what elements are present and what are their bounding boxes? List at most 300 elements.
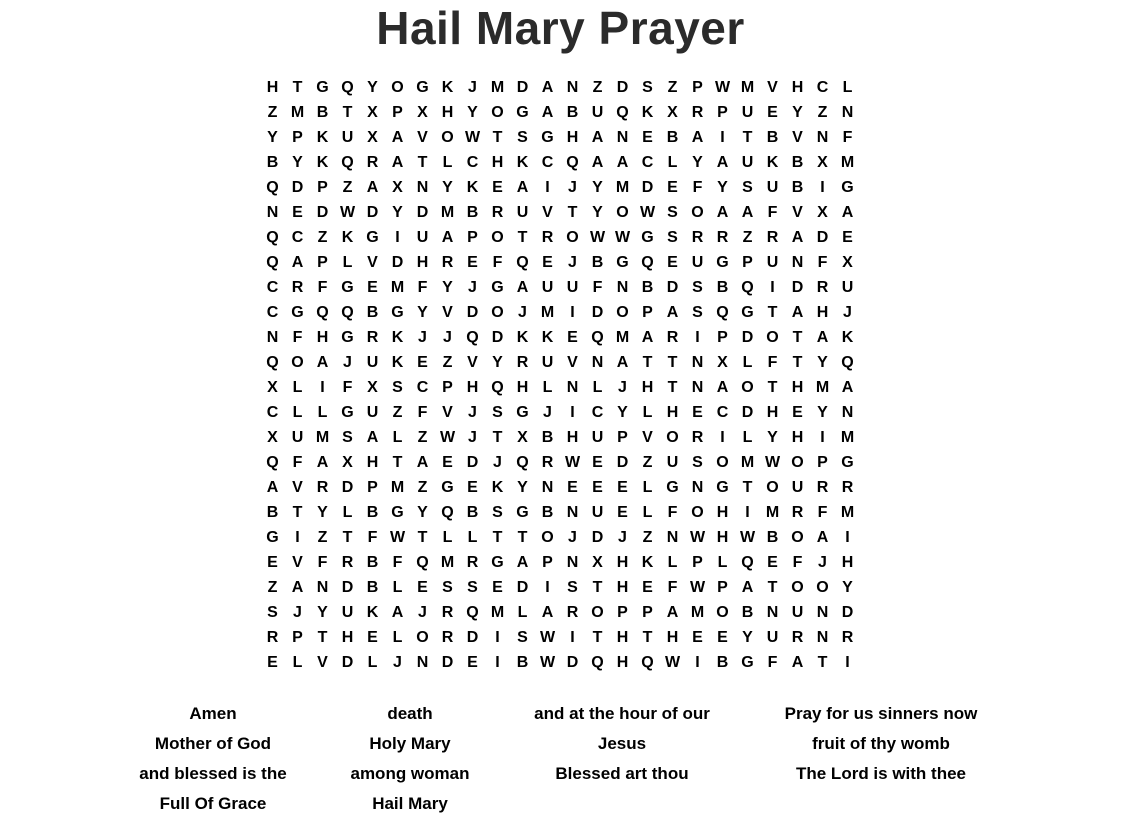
grid-letter: H <box>316 329 329 346</box>
grid-letter: C <box>266 404 279 421</box>
grid-letter: X <box>817 154 828 171</box>
grid-letter: L <box>317 404 328 421</box>
grid-letter: H <box>616 654 629 671</box>
grid-letter: E <box>467 654 478 671</box>
grid-letter: Y <box>442 279 453 296</box>
grid-letter: E <box>692 629 703 646</box>
grid-letter: W <box>739 529 756 546</box>
grid-letter: I <box>720 129 725 146</box>
grid-letter: F <box>417 404 428 421</box>
grid-letter: O <box>491 104 504 121</box>
grid-letter: P <box>467 229 478 246</box>
grid-letter: B <box>766 129 779 146</box>
grid-letter: B <box>366 504 379 521</box>
grid-letter: Q <box>591 329 604 346</box>
grid-letter: P <box>442 379 453 396</box>
grid-letter: L <box>642 479 653 496</box>
grid-letter: E <box>767 554 778 571</box>
grid-letter: W <box>539 629 556 646</box>
grid-letter: A <box>541 79 554 96</box>
grid-letter: Y <box>317 504 328 521</box>
grid-letter: D <box>591 304 604 321</box>
grid-letter: A <box>791 304 804 321</box>
grid-letter: X <box>367 104 378 121</box>
grid-letter: B <box>466 204 479 221</box>
grid-letter: Y <box>492 354 503 371</box>
grid-letter: U <box>791 479 804 496</box>
grid-letter: Q <box>341 304 354 321</box>
grid-letter: H <box>441 104 454 121</box>
grid-letter: J <box>293 604 302 621</box>
grid-letter: I <box>320 379 325 396</box>
grid-letter: J <box>493 454 502 471</box>
grid-letter: E <box>442 454 453 471</box>
grid-letter: E <box>717 629 728 646</box>
grid-letter: E <box>642 579 653 596</box>
grid-letter: V <box>317 654 328 671</box>
grid-letter: Y <box>742 629 753 646</box>
word-list-item: Full Of Grace <box>159 794 267 813</box>
grid-letter: N <box>566 379 579 396</box>
grid-letter: F <box>667 579 678 596</box>
grid-letter: Z <box>267 104 278 121</box>
grid-letter: Z <box>817 104 828 121</box>
word-list-item: among woman <box>350 764 470 783</box>
grid-letter: F <box>767 654 778 671</box>
grid-letter: E <box>592 454 603 471</box>
grid-letter: Q <box>616 104 629 121</box>
grid-letter: S <box>467 579 478 596</box>
grid-row <box>260 625 860 650</box>
grid-letter: P <box>642 604 653 621</box>
grid-letter: G <box>716 479 729 496</box>
grid-letter: I <box>570 404 575 421</box>
grid-letter: J <box>468 404 477 421</box>
grid-letter: J <box>418 604 427 621</box>
grid-letter: V <box>792 204 803 221</box>
grid-letter: O <box>441 129 454 146</box>
grid-letter: Q <box>441 504 454 521</box>
grid-letter: I <box>395 229 400 246</box>
grid-letter: J <box>618 529 627 546</box>
grid-letter: T <box>792 329 803 346</box>
grid-letter: A <box>741 204 754 221</box>
grid-letter: U <box>591 429 604 446</box>
grid-letter: X <box>367 379 378 396</box>
grid-letter: S <box>692 304 703 321</box>
grid-letter: M <box>615 179 630 196</box>
grid-letter: T <box>517 229 528 246</box>
grid-letter: E <box>542 254 553 271</box>
grid-letter: B <box>516 654 529 671</box>
grid-letter: J <box>568 179 577 196</box>
grid-letter: O <box>791 454 804 471</box>
grid-letter: L <box>642 404 653 421</box>
grid-letter: H <box>666 629 679 646</box>
grid-letter: Z <box>642 454 653 471</box>
grid-letter: F <box>392 554 403 571</box>
grid-letter: L <box>667 554 678 571</box>
grid-letter: O <box>541 529 554 546</box>
grid-letter: X <box>717 354 728 371</box>
grid-letter: L <box>592 379 603 396</box>
grid-letter: S <box>342 429 353 446</box>
grid-letter: T <box>492 429 503 446</box>
grid-letter: R <box>366 154 379 171</box>
grid-letter: K <box>316 129 329 146</box>
grid-letter: N <box>691 354 704 371</box>
grid-letter: B <box>541 504 554 521</box>
grid-letter: Y <box>467 104 478 121</box>
grid-letter: B <box>716 654 729 671</box>
grid-letter: N <box>766 604 779 621</box>
grid-letter: Y <box>267 129 278 146</box>
grid-letter: D <box>666 279 679 296</box>
grid-letter: X <box>417 104 428 121</box>
grid-letter: A <box>416 454 429 471</box>
grid-letter: P <box>542 554 553 571</box>
grid-row <box>260 425 860 450</box>
grid-letter: N <box>816 129 829 146</box>
grid-letter: D <box>616 454 629 471</box>
grid-letter: X <box>592 554 603 571</box>
grid-letter: G <box>516 404 529 421</box>
grid-letter: R <box>666 329 679 346</box>
grid-letter: S <box>517 129 528 146</box>
grid-letter: X <box>842 254 853 271</box>
grid-letter: S <box>442 579 453 596</box>
grid-letter: U <box>516 204 529 221</box>
grid-letter: C <box>466 154 479 171</box>
grid-letter: F <box>367 529 378 546</box>
grid-letter: D <box>516 79 529 96</box>
grid-letter: U <box>791 604 804 621</box>
grid-letter: I <box>770 279 775 296</box>
grid-row <box>260 325 860 350</box>
word-list-column-4 <box>756 699 1006 789</box>
grid-letter: J <box>468 79 477 96</box>
grid-letter: P <box>317 254 328 271</box>
grid-row <box>260 600 860 625</box>
grid-letter: I <box>720 429 725 446</box>
grid-letter: F <box>317 554 328 571</box>
grid-letter: L <box>517 604 528 621</box>
grid-letter: D <box>341 479 354 496</box>
grid-letter: U <box>341 129 354 146</box>
grid-row <box>260 225 860 250</box>
grid-letter: O <box>766 479 779 496</box>
grid-letter: B <box>266 154 279 171</box>
grid-letter: H <box>666 404 679 421</box>
grid-letter: B <box>366 554 379 571</box>
grid-letter: M <box>740 454 755 471</box>
grid-letter: M <box>315 429 330 446</box>
grid-letter: K <box>841 329 854 346</box>
grid-letter: D <box>291 179 304 196</box>
grid-letter: V <box>442 304 453 321</box>
grid-letter: Q <box>266 229 279 246</box>
grid-letter: R <box>841 629 854 646</box>
grid-letter: Q <box>641 254 654 271</box>
grid-letter: E <box>642 129 653 146</box>
grid-letter: R <box>291 279 304 296</box>
grid-letter: T <box>667 354 678 371</box>
grid-letter: H <box>716 529 729 546</box>
grid-letter: O <box>691 204 704 221</box>
grid-letter: L <box>542 379 553 396</box>
grid-row <box>260 150 860 175</box>
grid-letter: F <box>767 354 778 371</box>
grid-letter: P <box>692 554 703 571</box>
grid-letter: D <box>566 654 579 671</box>
grid-letter: U <box>766 254 779 271</box>
grid-letter: K <box>441 79 454 96</box>
word-list-column-2 <box>310 699 510 819</box>
grid-letter: T <box>767 304 778 321</box>
grid-letter: B <box>366 304 379 321</box>
grid-letter: D <box>791 279 804 296</box>
grid-letter: Z <box>642 529 653 546</box>
grid-letter: B <box>641 279 654 296</box>
grid-letter: R <box>266 629 279 646</box>
grid-row <box>260 575 860 600</box>
grid-letter: S <box>567 579 578 596</box>
grid-letter: F <box>792 554 803 571</box>
grid-letter: H <box>416 254 429 271</box>
grid-letter: B <box>716 279 729 296</box>
grid-letter: N <box>841 404 854 421</box>
grid-letter: H <box>366 454 379 471</box>
grid-letter: N <box>816 604 829 621</box>
grid-letter: J <box>443 329 452 346</box>
grid-letter: D <box>816 229 829 246</box>
grid-letter: K <box>341 229 354 246</box>
grid-letter: A <box>316 454 329 471</box>
grid-letter: I <box>495 654 500 671</box>
word-list-item: death <box>387 704 433 723</box>
grid-letter: I <box>845 654 850 671</box>
grid-letter: L <box>742 354 753 371</box>
grid-letter: A <box>391 604 404 621</box>
grid-letter: M <box>490 604 505 621</box>
grid-row <box>260 250 860 275</box>
grid-letter: W <box>639 204 656 221</box>
grid-letter: B <box>741 604 754 621</box>
grid-letter: T <box>742 479 753 496</box>
grid-letter: G <box>391 304 404 321</box>
grid-letter: F <box>292 454 303 471</box>
grid-letter: Q <box>641 654 654 671</box>
grid-letter: N <box>591 354 604 371</box>
grid-letter: B <box>791 179 804 196</box>
grid-letter: I <box>295 529 300 546</box>
grid-letter: D <box>491 329 504 346</box>
grid-letter: F <box>292 329 303 346</box>
grid-letter: L <box>292 654 303 671</box>
grid-letter: C <box>266 304 279 321</box>
grid-letter: G <box>341 329 354 346</box>
grid-letter: M <box>840 154 855 171</box>
grid-letter: P <box>692 79 703 96</box>
grid-letter: R <box>541 229 554 246</box>
grid-row <box>260 200 860 225</box>
grid-letter: A <box>841 204 854 221</box>
grid-letter: R <box>791 504 804 521</box>
grid-row <box>260 275 860 300</box>
grid-letter: M <box>290 104 305 121</box>
grid-letter: I <box>695 329 700 346</box>
grid-letter: H <box>791 379 804 396</box>
grid-letter: R <box>316 479 329 496</box>
grid-letter: U <box>366 354 379 371</box>
grid-letter: V <box>642 429 653 446</box>
grid-letter: T <box>567 204 578 221</box>
grid-letter: F <box>842 129 853 146</box>
grid-letter: E <box>617 504 628 521</box>
grid-row <box>260 400 860 425</box>
grid-letter: Q <box>716 304 729 321</box>
grid-letter: M <box>615 329 630 346</box>
grid-letter: X <box>342 454 353 471</box>
grid-letter: N <box>566 79 579 96</box>
grid-letter: A <box>666 304 679 321</box>
grid-letter: F <box>817 504 828 521</box>
word-list-item: fruit of thy womb <box>812 734 950 753</box>
grid-letter: S <box>492 404 503 421</box>
grid-letter: N <box>791 254 804 271</box>
grid-letter: Q <box>266 179 279 196</box>
grid-letter: O <box>591 604 604 621</box>
grid-letter: L <box>392 429 403 446</box>
grid-letter: K <box>466 179 479 196</box>
grid-letter: K <box>641 554 654 571</box>
grid-letter: H <box>816 304 829 321</box>
grid-letter: I <box>820 179 825 196</box>
grid-row <box>260 100 860 125</box>
grid-letter: B <box>266 504 279 521</box>
grid-letter: A <box>541 604 554 621</box>
grid-row <box>260 650 860 675</box>
grid-letter: G <box>516 104 529 121</box>
grid-letter: N <box>691 379 704 396</box>
grid-letter: N <box>566 504 579 521</box>
grid-letter: L <box>467 529 478 546</box>
grid-letter: Z <box>592 79 603 96</box>
grid-letter: V <box>442 404 453 421</box>
grid-letter: G <box>491 554 504 571</box>
grid-letter: P <box>292 629 303 646</box>
grid-letter: L <box>442 529 453 546</box>
grid-letter: U <box>691 254 704 271</box>
grid-letter: X <box>817 204 828 221</box>
grid-letter: Y <box>417 304 428 321</box>
grid-letter: P <box>367 479 378 496</box>
grid-letter: I <box>845 529 850 546</box>
grid-letter: F <box>692 179 703 196</box>
grid-letter: I <box>545 579 550 596</box>
grid-row <box>260 175 860 200</box>
grid-letter: A <box>366 179 379 196</box>
grid-letter: C <box>641 154 654 171</box>
grid-letter: E <box>792 404 803 421</box>
grid-letter: G <box>516 504 529 521</box>
grid-letter: F <box>592 279 603 296</box>
grid-letter: C <box>291 229 304 246</box>
grid-letter: E <box>567 329 578 346</box>
grid-row <box>260 525 860 550</box>
grid-letter: E <box>467 479 478 496</box>
grid-letter: U <box>566 279 579 296</box>
word-list-item: Holy Mary <box>369 734 451 753</box>
grid-letter: M <box>840 429 855 446</box>
grid-row <box>260 500 860 525</box>
grid-letter: P <box>617 604 628 621</box>
grid-letter: D <box>641 179 654 196</box>
grid-letter: U <box>541 279 554 296</box>
grid-letter: R <box>466 554 479 571</box>
grid-letter: P <box>617 429 628 446</box>
grid-letter: Y <box>767 429 778 446</box>
grid-letter: S <box>492 504 503 521</box>
grid-letter: C <box>716 404 729 421</box>
grid-letter: Y <box>692 154 703 171</box>
grid-letter: H <box>491 154 504 171</box>
grid-letter: R <box>441 604 454 621</box>
grid-letter: E <box>667 179 678 196</box>
grid-letter: W <box>339 204 356 221</box>
grid-letter: Y <box>717 179 728 196</box>
grid-letter: E <box>367 629 378 646</box>
grid-letter: A <box>391 154 404 171</box>
grid-letter: J <box>418 329 427 346</box>
grid-letter: F <box>667 504 678 521</box>
grid-letter: Z <box>317 529 328 546</box>
grid-letter: D <box>516 579 529 596</box>
grid-letter: H <box>791 79 804 96</box>
grid-letter: D <box>466 629 479 646</box>
grid-letter: K <box>366 604 379 621</box>
grid-row <box>260 125 860 150</box>
grid-letter: A <box>616 354 629 371</box>
grid-letter: S <box>692 454 703 471</box>
grid-letter: J <box>618 379 627 396</box>
grid-letter: S <box>392 379 403 396</box>
grid-letter: D <box>316 204 329 221</box>
grid-letter: O <box>716 454 729 471</box>
grid-letter: K <box>641 104 654 121</box>
grid-letter: L <box>367 654 378 671</box>
grid-letter: I <box>570 304 575 321</box>
grid-letter: R <box>541 454 554 471</box>
grid-letter: G <box>541 129 554 146</box>
page-title: Hail Mary Prayer <box>376 2 745 54</box>
grid-letter: A <box>441 229 454 246</box>
grid-letter: O <box>416 629 429 646</box>
grid-letter: V <box>417 129 428 146</box>
grid-letter: D <box>591 529 604 546</box>
grid-letter: G <box>266 529 279 546</box>
grid-letter: S <box>667 229 678 246</box>
grid-letter: D <box>366 204 379 221</box>
grid-letter: E <box>842 229 853 246</box>
grid-letter: E <box>592 479 603 496</box>
grid-letter: Y <box>317 604 328 621</box>
grid-letter: O <box>616 304 629 321</box>
grid-letter: V <box>542 204 553 221</box>
grid-letter: P <box>392 104 403 121</box>
grid-letter: M <box>540 304 555 321</box>
grid-letter: G <box>741 304 754 321</box>
